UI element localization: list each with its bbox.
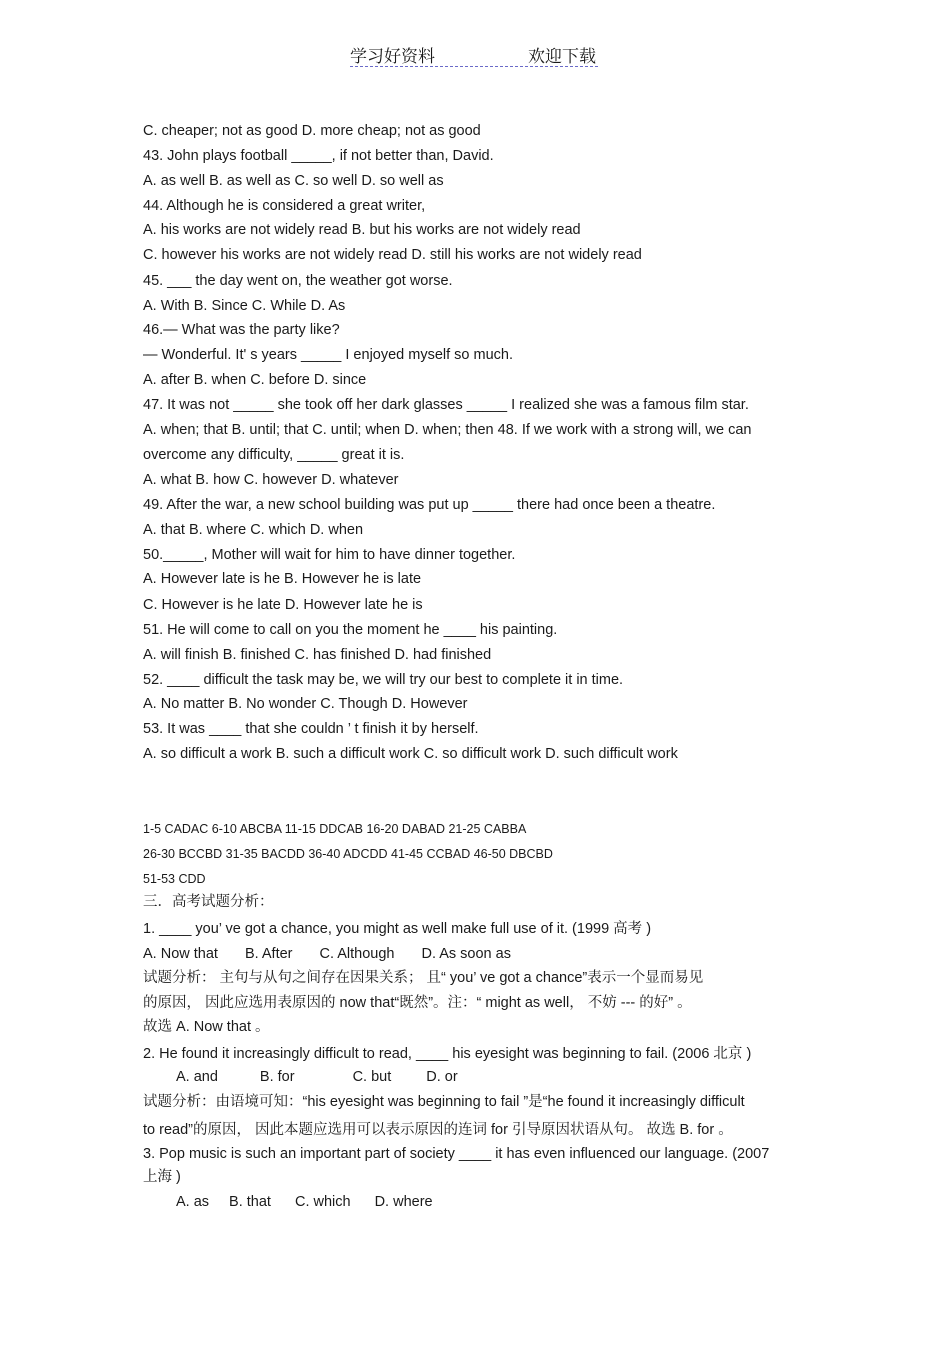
analysis-question-3: 3. Pop music is such an important part of society ____ it has even influenced our language. (2007 <box>143 1146 770 1162</box>
option: A. and <box>176 1069 218 1085</box>
option: D. where <box>374 1194 433 1210</box>
answer-key-line: 51-53 CDD <box>143 872 206 886</box>
answer-key-line: 26-30 BCCBD 31-35 BACDD 36-40 ADCDD 41-45 CCBAD 46-50 DBCBD <box>143 847 553 861</box>
question-line: A. when; that B. until; that C. until; when D. when; then 48. If we work with a strong will, we can <box>143 422 752 438</box>
question-line: 46.— What was the party like? <box>143 322 340 338</box>
analysis-text: to read”的原因， 因此本题应选用可以表示原因的连词 for 引导原因状语从句。 故选 B. for 。 <box>143 1122 733 1138</box>
answer-key-line: 1-5 CADAC 6-10 ABCBA 11-15 DDCAB 16-20 DABAD 21-25 CABBA <box>143 822 527 836</box>
question-line: C. cheaper; not as good D. more cheap; not as good <box>143 123 481 139</box>
question-line: 53. It was ____ that she couldn ’ t finish it by herself. <box>143 721 479 737</box>
option: C. which <box>294 1194 351 1210</box>
option: B. that <box>229 1194 271 1210</box>
analysis-options-3 <box>176 1193 433 1211</box>
question-line: A. so difficult a work B. such a difficult work C. so difficult work D. such difficult work <box>143 746 678 762</box>
option: A. as <box>176 1194 210 1210</box>
option: A. Now that <box>143 946 218 962</box>
section-title: 三．高考试题分析： <box>143 894 274 910</box>
analysis-text: 故选 A. Now that 。 <box>143 1019 270 1035</box>
analysis-text: 的原因， 因此应选用表原因的 now that“既然”。注：“ might as well， 不妨 --- 的好” 。 <box>143 995 692 1011</box>
question-line: A. after B. when C. before D. since <box>143 372 367 388</box>
analysis-options-1 <box>143 945 511 963</box>
question-line: — Wonderful. It' s years _____ I enjoyed myself so much. <box>143 347 514 363</box>
option: D. or <box>426 1069 458 1085</box>
question-line: A. No matter B. No wonder C. Though D. However <box>143 696 468 712</box>
analysis-question-2: 2. He found it increasingly difficult to read, ____ his eyesight was beginning to fail. (2006 北京 ) <box>143 1046 752 1062</box>
question-line: C. However is he late D. However late he is <box>143 597 423 613</box>
analysis-question-1: 1. ____ you’ ve got a chance, you might as well make full use of it. (1999 高考 ) <box>143 921 652 937</box>
analysis-options-2 <box>176 1068 458 1086</box>
analysis-question-3-location: 上海 ) <box>143 1169 181 1185</box>
question-line: 47. It was not _____ she took off her dark glasses _____ I realized she was a famous film star. <box>143 397 749 413</box>
question-line: A. With B. Since C. While D. As <box>143 298 346 314</box>
question-line: A. as well B. as well as C. so well D. so well as <box>143 173 444 189</box>
option: B. for <box>259 1069 295 1085</box>
option: B. After <box>244 946 293 962</box>
page-header <box>350 40 598 67</box>
option: C. Although <box>319 946 395 962</box>
question-line: A. what B. how C. however D. whatever <box>143 472 399 488</box>
question-line: 51. He will come to call on you the moment he ____ his painting. <box>143 622 558 638</box>
question-line: C. however his works are not widely read D. still his works are not widely read <box>143 247 642 263</box>
question-line: 44. Although he is considered a great writer, <box>143 198 426 214</box>
analysis-text: 试题分析： 主句与从句之间存在因果关系； 且“ you’ ve got a chance”表示一个显而易见 <box>143 970 704 986</box>
question-line: A. However late is he B. However he is late <box>143 571 422 587</box>
question-line: 49. After the war, a new school building was put up _____ there had once been a theatre. <box>143 497 716 513</box>
header-left-text: 学习好资料 <box>350 47 435 67</box>
question-line: 52. ____ difficult the task may be, we will try our best to complete it in time. <box>143 672 624 688</box>
option: C. but <box>352 1069 392 1085</box>
question-line: A. his works are not widely read B. but his works are not widely read <box>143 222 581 238</box>
question-line: A. will finish B. finished C. has finished D. had finished <box>143 647 492 663</box>
analysis-text: 试题分析：由语境可知：“his eyesight was beginning to fail ”是“he found it increasingly difficult <box>143 1094 745 1110</box>
question-line: A. that B. where C. which D. when <box>143 522 364 538</box>
question-line: overcome any difficulty, _____ great it is. <box>143 447 405 463</box>
question-line: 50._____, Mother will wait for him to have dinner together. <box>143 547 516 563</box>
question-line: 45. ___ the day went on, the weather got worse. <box>143 273 453 289</box>
header-right-text: 欢迎下载 <box>528 47 596 67</box>
question-line: 43. John plays football _____, if not better than, David. <box>143 148 494 164</box>
option: D. As soon as <box>421 946 511 962</box>
